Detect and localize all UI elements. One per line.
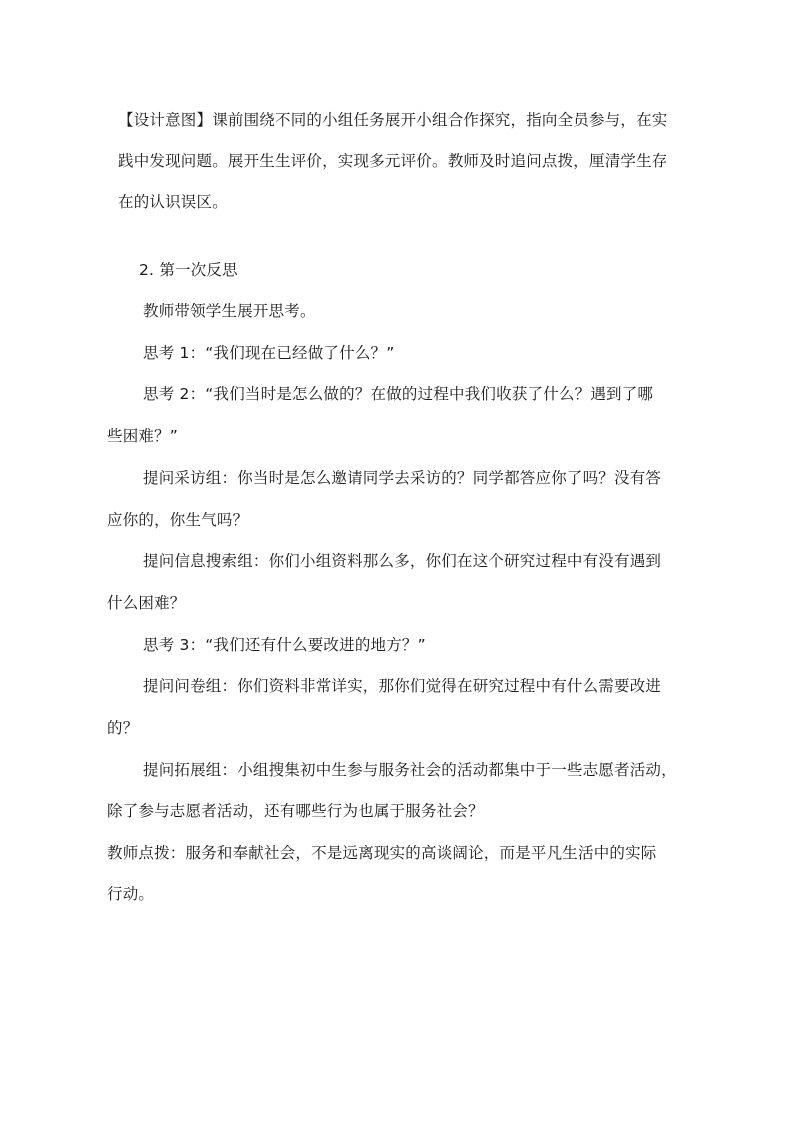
think-2-line-1: 思考 2：“我们当时是怎么做的？在做的过程中我们收获了什么？遇到了哪 xyxy=(143,385,654,403)
design-intent-line-3: 在的认识误区。 xyxy=(118,193,228,211)
section-heading: 2. 第一次反思 xyxy=(139,261,238,279)
ask-search-line-2: 什么困难？ xyxy=(107,594,186,612)
ask-interview-line-2: 应你的，你生气吗？ xyxy=(107,511,249,529)
design-intent-line-2: 践中发现问题。展开生生评价，实现多元评价。教师及时追问点拨，厘清学生存 xyxy=(118,152,668,170)
think-2-line-2: 些困难？” xyxy=(107,427,179,445)
design-intent-line-1: 【设计意图】课前围绕不同的小组任务展开小组合作探究，指向全员参与，在实 xyxy=(118,111,668,129)
think-3: 思考 3：“我们还有什么要改进的地方？” xyxy=(143,636,426,654)
ask-expand-line-1: 提问拓展组：小组搜集初中生参与服务社会的活动都集中于一些志愿者活动， xyxy=(143,761,677,779)
ask-survey-line-2: 的？ xyxy=(107,719,139,737)
ask-expand-line-2: 除了参与志愿者活动，还有哪些行为也属于服务社会？ xyxy=(107,802,484,820)
teacher-guidance-line-2: 行动。 xyxy=(107,885,155,903)
intro-paragraph: 教师带领学生展开思考。 xyxy=(143,302,316,320)
ask-interview-line-1: 提问采访组：你当时是怎么邀请同学去采访的？同学都答应你了吗？没有答 xyxy=(143,469,662,487)
think-1: 思考 1：“我们现在已经做了什么？” xyxy=(143,344,395,362)
ask-search-line-1: 提问信息搜索组：你们小组资料那么多，你们在这个研究过程中有没有遇到 xyxy=(143,552,662,570)
teacher-guidance-line-1: 教师点拨：服务和奉献社会，不是远离现实的高谈阔论，而是平凡生活中的实际 xyxy=(107,844,657,862)
ask-survey-line-1: 提问问卷组：你们资料非常详实，那你们觉得在研究过程中有什么需要改进 xyxy=(143,677,662,695)
